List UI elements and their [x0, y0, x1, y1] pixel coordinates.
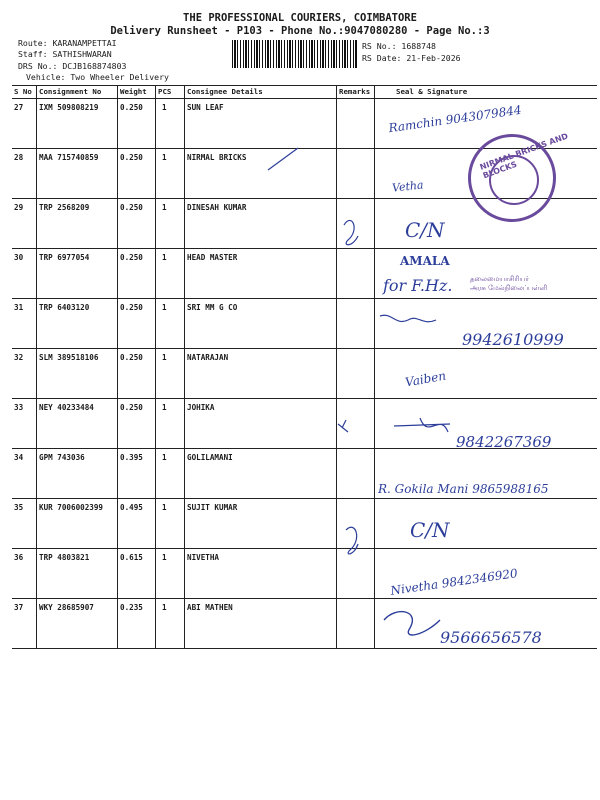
row-sno: 37: [14, 603, 24, 612]
row-sno: 35: [14, 503, 24, 512]
phone-row-33: 9842267369: [456, 433, 552, 451]
row-consignment: MAA 715740859: [39, 153, 99, 162]
drs-label: DRS No.: DCJB168874803: [18, 61, 127, 71]
row-pcs: 1: [162, 253, 167, 262]
remark-mark-row-29: [344, 220, 358, 244]
row-consignment: TRP 6977054: [39, 253, 90, 262]
signature-row-32: Vaiben: [404, 368, 447, 390]
row-consignee: NIRMAL BRICKS: [187, 153, 247, 162]
row-sno: 33: [14, 403, 24, 412]
row-consignee: NIVETHA: [187, 553, 220, 562]
row-weight: 0.235: [120, 603, 143, 612]
row-consignment: IXM 509808219: [39, 103, 99, 112]
row-pcs: 1: [162, 103, 167, 112]
seal-text: NIRMAL BRICKS AND BLOCKS: [478, 131, 570, 181]
row-pcs: 1: [162, 503, 167, 512]
row-pcs: 1: [162, 603, 167, 612]
signature-row-30: for F.Hz.: [383, 276, 453, 295]
row-consignee: SUJIT KUMAR: [187, 503, 238, 512]
signature-row-27: Ramchin 9043079844: [387, 102, 523, 136]
row-weight: 0.250: [120, 203, 143, 212]
row-weight: 0.250: [120, 103, 143, 112]
row-consignment: TRP 4803821: [39, 553, 90, 562]
page-subtitle: Delivery Runsheet - P103 - Phone No.:9047080280 - Page No.:3: [110, 25, 490, 37]
row-weight: 0.250: [120, 403, 143, 412]
row-weight: 0.395: [120, 453, 143, 462]
staff-label: Staff: SATHISHWARAN: [18, 49, 112, 59]
stamp-line: அரசு மேல்நிலைப்பள்ளி: [470, 284, 548, 292]
row-sno: 36: [14, 553, 24, 562]
row-sno: 29: [14, 203, 24, 212]
route-label: Route: KARANAMPETTAI: [18, 38, 117, 48]
remark-mark-row-33: [338, 420, 348, 432]
row-sno: 31: [14, 303, 24, 312]
row-pcs: 1: [162, 303, 167, 312]
col-weight: Weight: [120, 87, 147, 96]
row-weight: 0.250: [120, 353, 143, 362]
row-sno: 27: [14, 103, 24, 112]
row-consignee: ABI MATHEN: [187, 603, 233, 612]
row-pcs: 1: [162, 153, 167, 162]
phone-row-37: 9566656578: [440, 628, 542, 647]
row-consignment: KUR 7006002399: [39, 503, 104, 512]
phone-row-31: 9942610999: [462, 330, 564, 349]
row-pcs: 1: [162, 353, 167, 362]
row-pcs: 1: [162, 403, 167, 412]
signature-row-34: R. Gokila Mani 9865988165: [378, 482, 549, 496]
col-details: Consignee Details: [187, 87, 263, 96]
row-sno: 30: [14, 253, 24, 262]
stamp-line: தலைமையாசிரியர்: [470, 275, 530, 283]
row-pcs: 1: [162, 453, 167, 462]
row-consignee: NATARAJAN: [187, 353, 229, 362]
page-title: THE PROFESSIONAL COURIERS, COIMBATORE: [183, 12, 417, 24]
pen-stroke-row-28: [268, 148, 298, 170]
col-sno: S No: [14, 87, 32, 96]
row-consignment: TRP 2568209: [39, 203, 90, 212]
row-sno: 32: [14, 353, 24, 362]
signature-stroke-row-33: [394, 418, 450, 432]
row-sno: 34: [14, 453, 24, 462]
signature-row-36: Nivetha 9842346920: [389, 566, 519, 598]
row-weight: 0.250: [120, 303, 143, 312]
col-consignment: Consignment No: [39, 87, 102, 96]
row-consignee: GOLILAMANI: [187, 453, 233, 462]
col-pcs: PCS: [158, 87, 172, 96]
cn-mark-row-29: C/N: [405, 218, 445, 242]
signature-row-28: Vetha: [391, 178, 425, 195]
remark-mark-row-35: [346, 527, 358, 554]
row-consignment: TRP 6403120: [39, 303, 90, 312]
rs-number: RS No.: 1688748: [362, 41, 436, 51]
signature-stroke-row-31: [380, 315, 436, 321]
row-consignment: NEY 40233484: [39, 403, 94, 412]
headmaster-stamp: [470, 275, 547, 293]
row-sno: 28: [14, 153, 24, 162]
row-consignee: SRI MM G CO: [187, 303, 238, 312]
row-weight: 0.250: [120, 253, 143, 262]
row-consignee: JOHIKA: [187, 403, 215, 412]
row-pcs: 1: [162, 553, 167, 562]
rs-date: RS Date: 21-Feb-2026: [362, 53, 461, 63]
row-weight: 0.495: [120, 503, 143, 512]
row-consignee: HEAD MASTER: [187, 253, 238, 262]
row-consignee: DINESAH KUMAR: [187, 203, 247, 212]
row-consignment: GPM 743036: [39, 453, 85, 462]
cn-mark-row-35: C/N: [410, 518, 450, 542]
signature-row-30-name: AMALA: [400, 254, 450, 268]
row-pcs: 1: [162, 203, 167, 212]
row-weight: 0.250: [120, 153, 143, 162]
vehicle-label: Vehicle: Two Wheeler Delivery: [26, 72, 169, 82]
col-remarks: Remarks: [339, 87, 371, 96]
col-seal: Seal & Signature: [396, 87, 468, 96]
row-consignment: WKY 28685907: [39, 603, 94, 612]
row-consignment: SLM 389518106: [39, 353, 99, 362]
row-consignee: SUN LEAF: [187, 103, 224, 112]
signature-stroke-row-37: [384, 612, 440, 635]
row-weight: 0.615: [120, 553, 143, 562]
